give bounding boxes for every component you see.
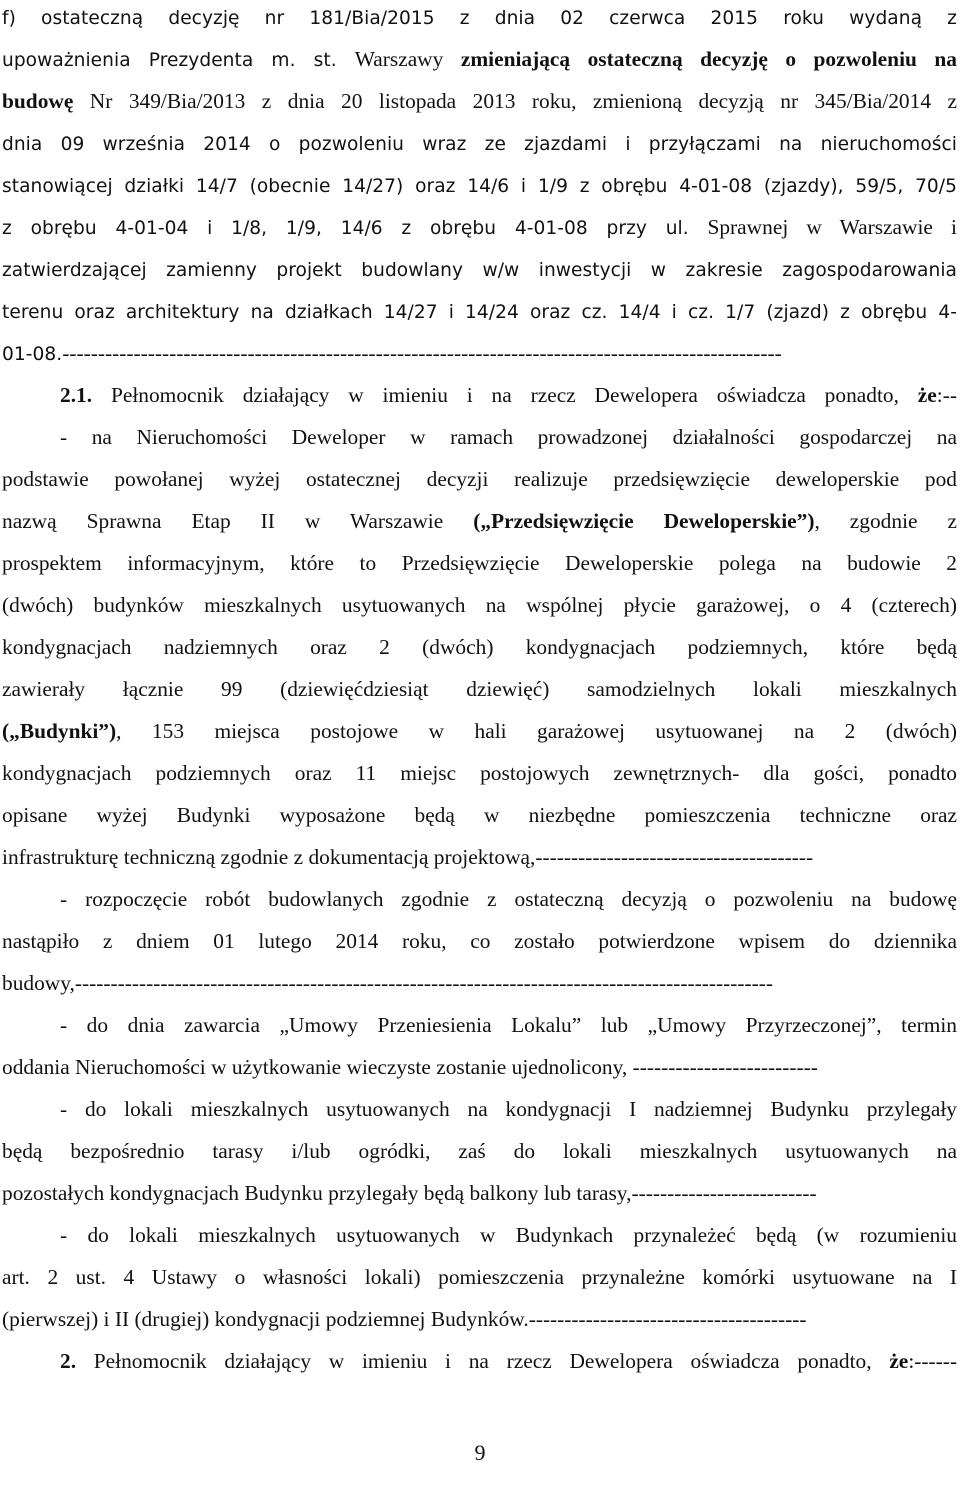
text-line — [2, 254, 957, 284]
text-run: Warszawy — [354, 47, 461, 71]
text-run: :------ — [908, 1349, 957, 1373]
text-line — [2, 758, 957, 788]
bold-text-run: („Przedsięwzięcie Deweloperskie”) — [473, 509, 815, 533]
text-line — [60, 380, 957, 410]
text-run: Pełnomocnik działający w imieniu i na rzecz Dewelopera oświadcza ponadto, — [92, 383, 918, 407]
text-run: budowy,-------------------------------------------------------------------------------------------------- — [2, 971, 773, 995]
text-run: z obrębu 4-01-04 i 1/8, 1/9, 14/6 z obrębu 4-01-08 przy ul. — [2, 218, 708, 239]
text-line — [2, 1262, 957, 1292]
text-run: art. 2 ust. 4 Ustawy o własności lokali) pomieszczenia przynależne komórki usytuowane na I — [2, 1265, 957, 1289]
text-line — [60, 884, 957, 914]
text-line — [2, 716, 957, 746]
text-run: prospektem informacyjnym, które to Przedsięwzięcie Deweloperskie polega na budowie 2 — [2, 551, 957, 575]
text-line — [2, 926, 957, 956]
bold-text-run: zmieniającą ostateczną decyzję o pozwoleniu na — [460, 47, 957, 71]
text-line — [2, 1052, 957, 1082]
text-run: , zgodnie z — [814, 509, 957, 533]
text-line — [60, 1220, 957, 1250]
text-run: oddania Nieruchomości w użytkowanie wieczyste zostanie ujednolicony, -------------------------- — [2, 1055, 818, 1079]
text-run: - rozpoczęcie robót budowlanych zgodnie z ostateczną decyzją o pozwoleniu na budowę — [60, 887, 957, 911]
text-run: - na Nieruchomości Deweloper w ramach prowadzonej działalności gospodarczej na — [60, 425, 957, 449]
bold-text-run: 2.1. — [60, 383, 93, 407]
text-run: opisane wyżej Budynki wyposażone będą w niezbędne pomieszczenia techniczne oraz — [2, 803, 957, 827]
text-run: upoważnienia Prezydenta m. st. — [2, 50, 355, 71]
text-run: nastąpiło z dniem 01 lutego 2014 roku, co zostało potwierdzone wpisem do dziennika — [2, 929, 957, 953]
text-line — [2, 170, 957, 200]
text-run: Pełnomocnik działający w imieniu i na rzecz Dewelopera oświadcza ponadto, — [76, 1349, 890, 1373]
text-run: , 153 miejsca postojowe w hali garażowej usytuowanej na 2 (dwóch) — [116, 719, 957, 743]
text-run: Sprawnej w Warszawie i — [707, 215, 957, 239]
text-line — [2, 44, 957, 74]
text-line — [2, 1136, 957, 1166]
text-line — [2, 212, 957, 242]
text-line — [2, 632, 957, 662]
bold-text-run: że — [889, 1349, 909, 1373]
text-run: kondygnacjach nadziemnych oraz 2 (dwóch) kondygnacjach podziemnych, które będą — [2, 635, 957, 659]
text-run: kondygnacjach podziemnych oraz 11 miejsc postojowych zewnętrznych- dla gości, ponadto — [2, 761, 957, 785]
bold-text-run: że — [917, 383, 937, 407]
text-line — [60, 422, 957, 452]
text-run: :-- — [936, 383, 957, 407]
text-run: stanowiącej działki 14/7 (obecnie 14/27) oraz 14/6 i 1/9 z obrębu 4-01-08 (zjazdy), 59/5, 70/5 — [2, 176, 957, 197]
text-run: dnia 09 września 2014 o pozwoleniu wraz ze zjazdami i przyłączami na nieruchomości — [2, 134, 957, 155]
text-run: 01-08. — [2, 344, 63, 365]
text-run: pozostałych kondygnacjach Budynku przylegały będą balkony lub tarasy,-------------------------- — [2, 1181, 817, 1205]
text-run: podstawie powołanej wyżej ostatecznej decyzji realizuje przedsięwzięcie deweloperskie pod — [2, 467, 957, 491]
bold-text-run: budowę — [2, 89, 74, 113]
text-run: - do lokali mieszkalnych usytuowanych w Budynkach przynależeć będą (w rozumieniu — [60, 1223, 957, 1247]
text-run: terenu oraz architektury na działkach 14/27 i 14/24 oraz cz. 14/4 i cz. 1/7 (zjazd) z obrębu 4- — [2, 302, 957, 323]
text-line — [2, 548, 957, 578]
text-line — [60, 1346, 957, 1376]
text-run: zawierały łącznie 99 (dziewięćdziesiąt dziewięć) samodzielnych lokali mieszkalnych — [2, 677, 957, 701]
text-line — [2, 968, 957, 998]
text-run: infrastrukturę techniczną zgodnie z dokumentacją projektową,--------------------------------------- — [2, 845, 814, 869]
text-run: (dwóch) budynków mieszkalnych usytuowanych na wspólnej płycie garażowej, o 4 (czterech) — [2, 593, 957, 617]
text-line — [2, 842, 957, 872]
text-run: - do dnia zawarcia „Umowy Przeniesienia Lokalu” lub „Umowy Przyrzeczonej”, termin — [60, 1013, 957, 1037]
text-line — [2, 590, 957, 620]
text-line — [2, 1178, 957, 1208]
text-line — [2, 338, 957, 368]
text-run: (pierwszej) i II (drugiej) kondygnacji podziemnej Budynków.--------------------------------------- — [2, 1307, 807, 1331]
text-line — [2, 296, 957, 326]
bold-text-run: („Budynki”) — [2, 719, 117, 743]
text-line — [2, 128, 957, 158]
text-run: nazwą Sprawna Etap II w Warszawie — [2, 509, 474, 533]
text-line — [2, 86, 957, 116]
text-line — [2, 506, 957, 536]
text-line — [60, 1010, 957, 1040]
text-run: f) ostateczną decyzję nr 181/Bia/2015 z dnia 02 czerwca 2015 roku wydaną z — [2, 8, 957, 29]
page-number: 9 — [474, 1440, 486, 1465]
text-line — [2, 800, 957, 830]
text-run: zatwierdzającej zamienny projekt budowlany w/w inwestycji w zakresie zagospodarowania — [2, 260, 957, 281]
text-line — [60, 1094, 957, 1124]
text-line — [2, 2, 957, 32]
bold-text-run: 2. — [60, 1349, 77, 1373]
text-run: ----------------------------------------------------------------------------------------------------- — [62, 341, 782, 365]
text-run: Nr 349/Bia/2013 z dnia 20 listopada 2013 roku, zmienioną decyzją nr 345/Bia/2014 z — [73, 89, 957, 113]
text-line — [2, 674, 957, 704]
text-line — [2, 1304, 957, 1334]
text-run: będą bezpośrednio tarasy i/lub ogródki, zaś do lokali mieszkalnych usytuowanych na — [2, 1139, 957, 1163]
text-line — [2, 464, 957, 494]
text-run: - do lokali mieszkalnych usytuowanych na kondygnacji I nadziemnej Budynku przylegały — [60, 1097, 957, 1121]
